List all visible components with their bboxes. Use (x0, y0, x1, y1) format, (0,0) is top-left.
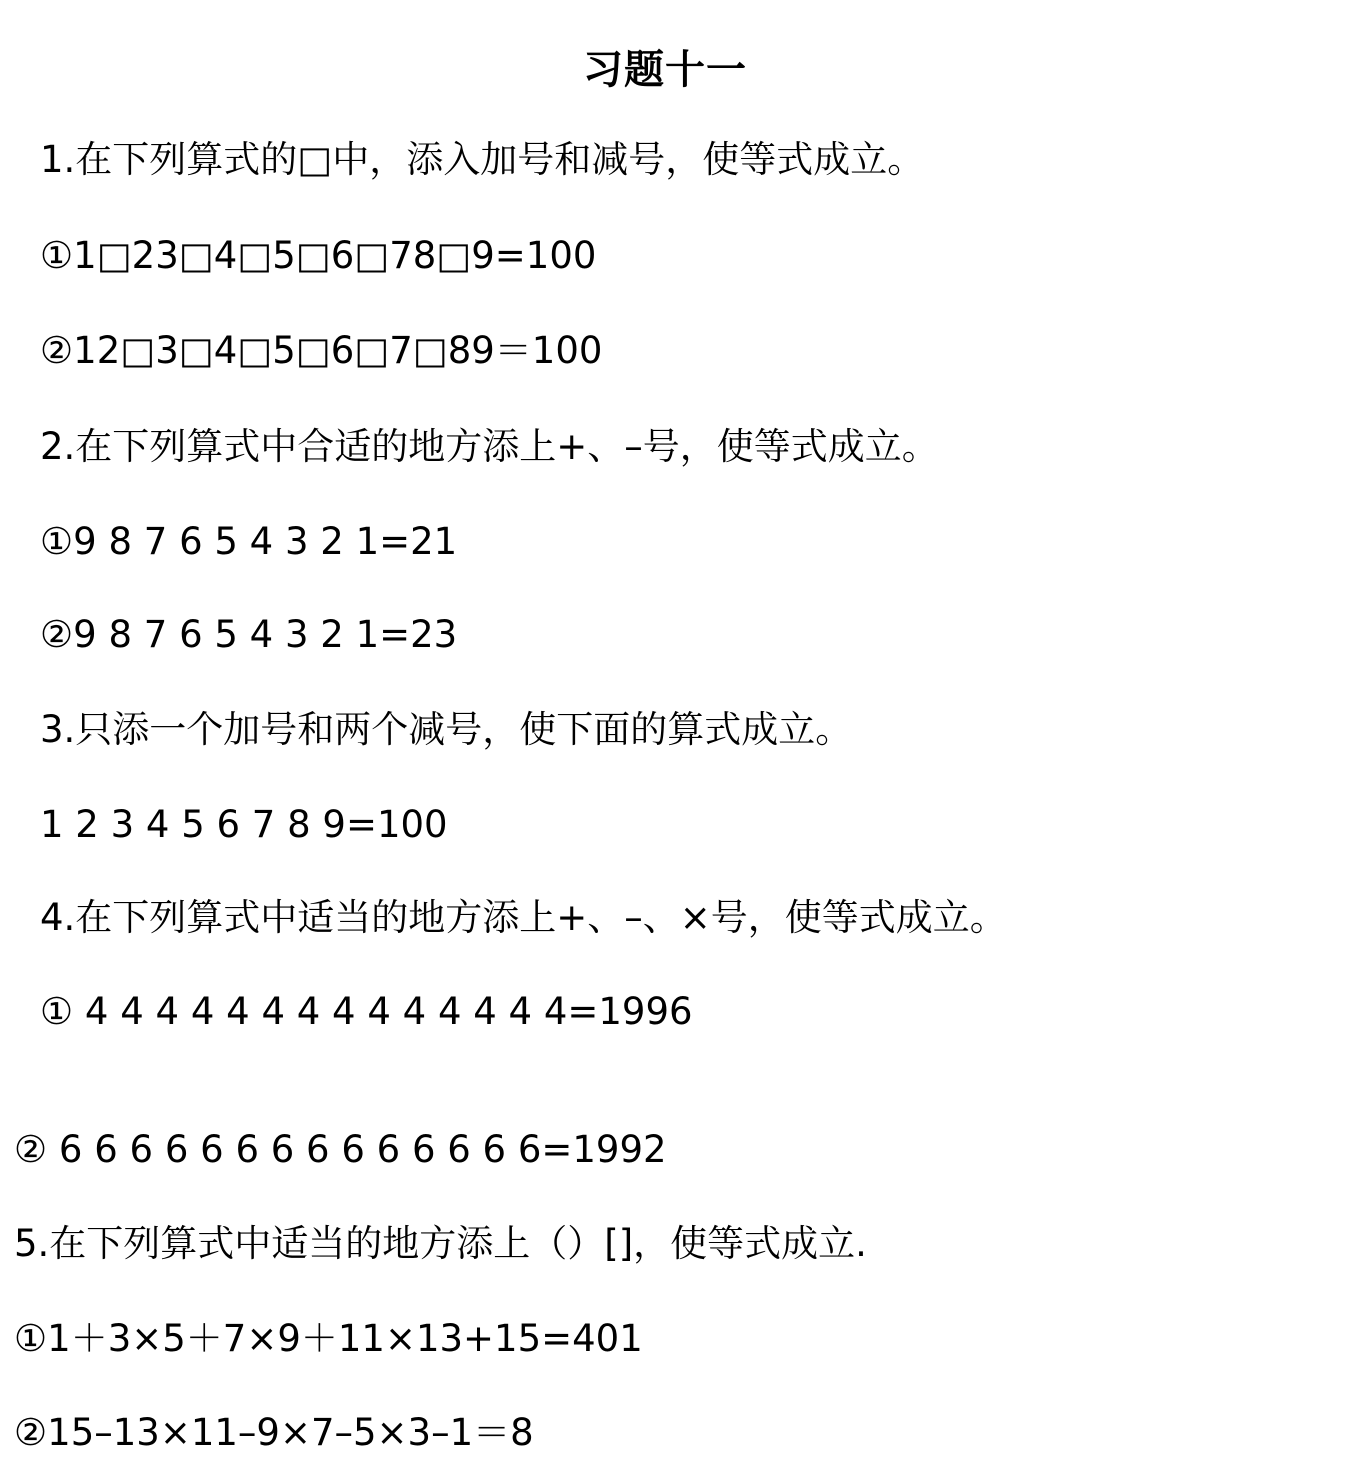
question-1-text: 1.在下列算式的□中，添入加号和减号，使等式成立。 (40, 138, 925, 181)
question-5-item-1: ①1＋3×5＋7×9＋11×13+15=401 (14, 1317, 643, 1360)
question-3-text: 3.只添一个加号和两个减号，使下面的算式成立。 (40, 708, 853, 751)
question-5-item-2: ②15–13×11–9×7–5×3–1＝8 (14, 1411, 534, 1454)
question-2-item-1: ①9 8 7 6 5 4 3 2 1=21 (40, 520, 458, 563)
question-1-item-2: ②12□3□4□5□6□7□89＝100 (40, 329, 603, 372)
question-3-item: 1 2 3 4 5 6 7 8 9=100 (40, 803, 448, 846)
page-title: 习题十一 (583, 47, 747, 93)
question-5-text: 5.在下列算式中适当的地方添上（）[]，使等式成立. (14, 1222, 867, 1265)
question-1-item-1: ①1□23□4□5□6□78□9=100 (40, 234, 597, 277)
question-4-item-2: ② 6 6 6 6 6 6 6 6 6 6 6 6 6 6=1992 (14, 1128, 667, 1171)
question-2-item-2: ②9 8 7 6 5 4 3 2 1=23 (40, 613, 458, 656)
question-4-text: 4.在下列算式中适当的地方添上+、–、×号，使等式成立。 (40, 896, 1007, 939)
question-2-text: 2.在下列算式中合适的地方添上+、–号，使等式成立。 (40, 425, 939, 468)
question-4-item-1: ① 4 4 4 4 4 4 4 4 4 4 4 4 4 4=1996 (40, 990, 693, 1033)
